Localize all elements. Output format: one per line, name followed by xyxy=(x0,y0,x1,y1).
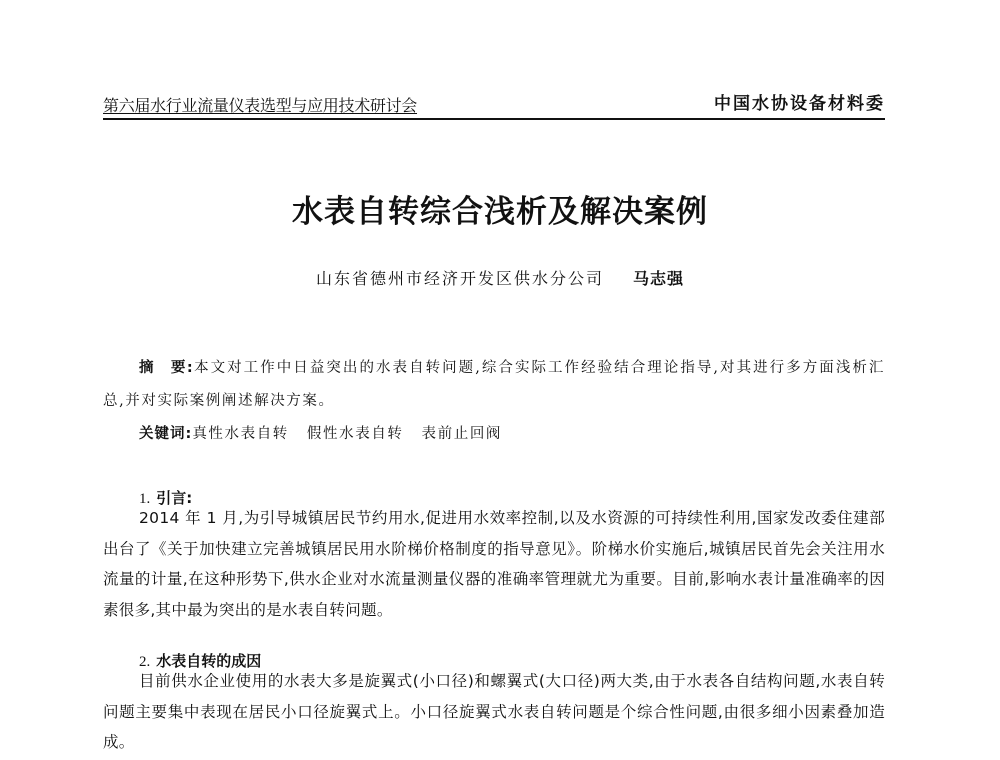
body-paragraph: 2014 年 1 月,为引导城镇居民节约用水,促进用水效率控制,以及水资源的可持续性利用,国家发改委住建部出台了《关于加快建立完善城镇居民用水阶梯价格制度的指导意见》。阶梯水价实施后,城镇居民首先会关注用水流量的计量,在这种形势下,供水企业对水流量测量仪器的准确率管理就尤为重要。目前,影响水表计量准确率的因素很多,其中最为突出的是水表自转问题。 xyxy=(103,509,885,619)
header-divider xyxy=(103,118,885,120)
section-title: 引言: xyxy=(156,489,193,507)
keyword: 表前止回阀 xyxy=(421,426,503,442)
paper-title: 水表自转综合浅析及解决案例 xyxy=(292,194,708,230)
section-title: 水表自转的成因 xyxy=(156,652,262,670)
abstract-text: 本文对工作中日益突出的水表自转问题,综合实际工作经验结合理论指导,对其进行多方面浅析汇总,并对实际案例阐述解决方案。 xyxy=(103,360,885,409)
abstract-label: 摘 要: xyxy=(139,360,194,376)
keywords-label: 关键词: xyxy=(139,426,193,442)
author-affiliation: 山东省德州市经济开发区供水分公司 xyxy=(315,269,604,288)
body-paragraph: 目前供水企业使用的水表大多是旋翼式(小口径)和螺翼式(大口径)两大类,由于水表各自结构问题,水表自转问题主要集中表现在居民小口径旋翼式上。小口径旋翼式水表自转问题是个综合性问题,由很多细小因素叠加造成。 xyxy=(103,672,885,751)
byline xyxy=(0,266,1000,289)
keyword: 假性水表自转 xyxy=(306,426,404,442)
section-number: 2. xyxy=(139,654,151,670)
keyword: 真性水表自转 xyxy=(192,426,289,442)
keywords xyxy=(139,418,520,451)
organization-name: 中国水协设备材料委 xyxy=(714,94,885,114)
author-name: 马志强 xyxy=(633,269,685,288)
section-number: 1. xyxy=(139,491,151,507)
running-header xyxy=(103,92,885,120)
abstract xyxy=(103,352,885,418)
conference-name: 第六届水行业流量仪表选型与应用技术研讨会 xyxy=(103,96,418,115)
